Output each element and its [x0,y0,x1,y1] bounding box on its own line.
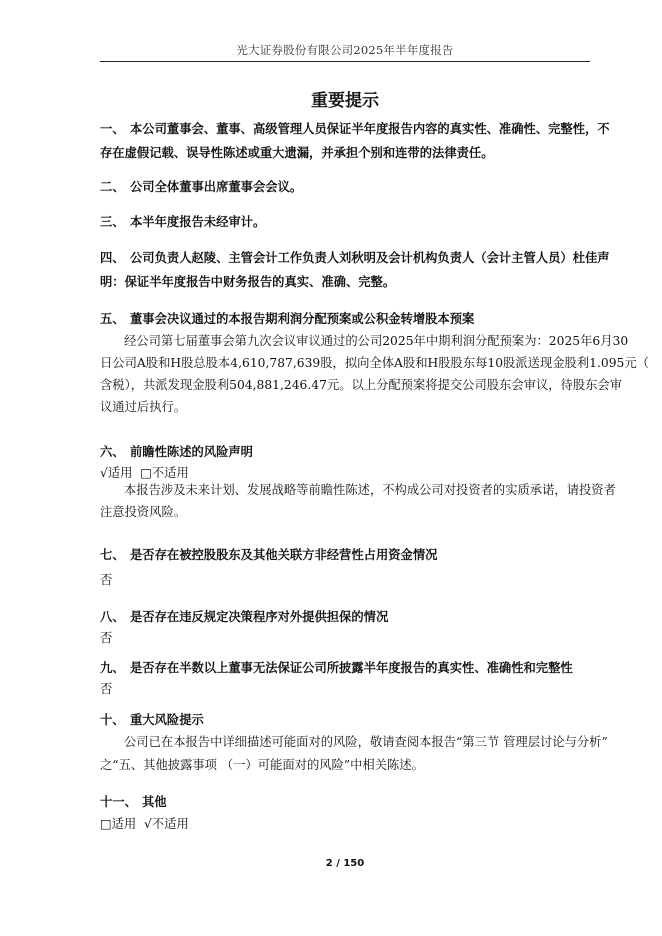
section-1-line2: 存在虚假记载、误导性陈述或重大遗漏，并承担个别和连带的法律责任。 [100,146,494,160]
page-number: 2 / 150 [325,858,365,869]
section-11-number: 十一、 [100,795,137,809]
section-6-title: 前瞻性陈述的风险声明 [130,445,253,459]
section-11-title: 其他 [142,795,167,809]
section-2-number: 二、 [100,180,125,194]
section-7-number: 七、 [100,548,125,562]
section-2-heading [100,175,592,199]
section-3-number: 三、 [100,215,125,229]
section-5-title: 董事会决议通过的本报告期利润分配预案或公积金转增股本预案 [130,312,475,326]
section-5-heading [100,307,592,331]
section-11-applicability: □适用 √不适用 [100,817,189,831]
section-6-applicability: √适用 □不适用 [100,466,189,480]
section-9-number: 九、 [100,661,125,675]
section-5-body-line3: 含税），共派发现金股利504,881,246.47元。以上分配预案将提交公司股东会审议，待股东会审 [100,378,623,392]
page-header: 光大证券股份有限公司2025年半年度报告 [236,43,454,57]
page-title: 重要提示 [311,91,379,111]
section-7-answer: 否 [100,573,113,587]
section-9-title: 是否存在半数以上董事无法保证公司所披露半年度报告的真实性、准确性和完整性 [130,661,573,675]
header-rule [100,61,590,62]
section-1-line1: 本公司董事会、董事、高级管理人员保证半年度报告内容的真实性、准确性、完整性，不 [130,122,610,136]
section-4-number: 四、 [100,251,125,265]
section-1-number: 一、 [100,122,125,136]
section-10-heading [100,708,592,732]
section-3-text: 本半年度报告未经审计。 [130,215,266,229]
section-5-body-line1: 经公司第七届董事会第九次会议审议通过的公司2025年中期利润分配预案为：2025年6月30 [124,334,629,348]
section-5-body-line2: 日公司A股和H股总股本4,610,787,639股，拟向全体A股和H股股东每10股派送现金股利1.095元（ [100,356,649,370]
section-7-title: 是否存在被控股股东及其他关联方非经营性占用资金情况 [130,548,438,562]
section-8-answer: 否 [100,631,113,645]
section-6-heading [100,440,592,464]
section-8-title: 是否存在违反规定决策程序对外提供担保的情况 [130,610,389,624]
section-6-body-line1: 本报告涉及未来计划、发展战略等前瞻性陈述，不构成公司对投资者的实质承诺，请投资者 [124,483,616,497]
section-11-heading [100,790,592,814]
section-6-body-line2: 注意投资风险。 [100,505,187,519]
section-5-body-line4: 议通过后执行。 [100,400,187,414]
section-4-line2: 明：保证半年度报告中财务报告的真实、准确、完整。 [100,275,396,289]
section-6-number: 六、 [100,445,125,459]
section-7-heading [100,543,592,567]
section-5-number: 五、 [100,312,125,326]
section-8-number: 八、 [100,610,125,624]
section-10-body-line2: 之“五、其他披露事项 （一）可能面对的风险”中相关陈述。 [100,758,424,772]
section-3-heading [100,210,592,234]
section-10-number: 十、 [100,713,125,727]
section-9-heading [100,656,592,680]
section-2-text: 公司全体董事出席董事会会议。 [130,180,303,194]
section-8-heading [100,605,592,629]
section-4-heading [100,246,610,270]
section-4-line1: 公司负责人赵陵、主管会计工作负责人刘秋明及会计机构负责人（会计主管人员）杜佳声 [130,251,610,265]
section-1-heading [100,117,610,141]
section-10-body-line1: 公司已在本报告中详细描述可能面对的风险，敬请查阅本报告“第三节 管理层讨论与分析” [124,735,608,749]
section-10-title: 重大风险提示 [130,713,204,727]
section-9-answer: 否 [100,682,113,696]
